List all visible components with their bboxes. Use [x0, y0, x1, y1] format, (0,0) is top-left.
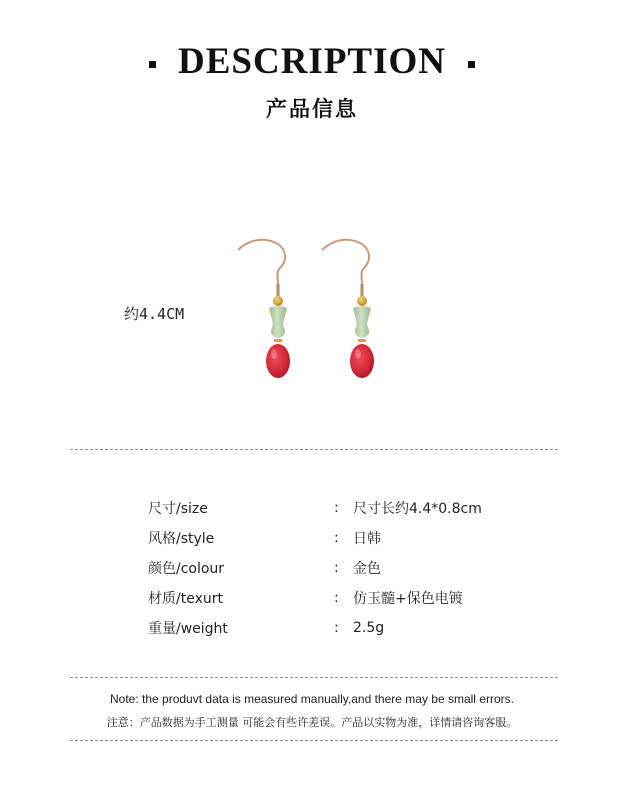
spec-value: 金色 — [353, 561, 381, 577]
spec-value: 仿玉髓+保色电镀 — [353, 591, 463, 607]
title-row — [0, 40, 624, 83]
divider-notes-bottom — [70, 740, 558, 741]
left-bullet-icon — [149, 61, 156, 68]
note-english: Note: the produvt data is measured manually,and there may be small errors. — [110, 692, 514, 706]
note-chinese: 注意：产品数据为手工测量 可能会有些许差误。产品以实物为准，详情请咨询客服。 — [106, 716, 518, 729]
spec-label: 重量/weight — [148, 621, 228, 637]
spec-colon: : — [334, 590, 339, 606]
divider-notes-top — [70, 677, 558, 678]
spec-label: 尺寸/size — [148, 501, 208, 517]
spec-label: 风格/style — [148, 531, 215, 547]
spec-label: 颜色/colour — [148, 561, 225, 577]
spec-table — [148, 493, 568, 643]
spec-value: 尺寸长约4.4*0.8cm — [353, 501, 482, 517]
description-header — [0, 40, 624, 123]
spec-label: 材质/texurt — [148, 591, 223, 607]
right-earring — [322, 240, 374, 378]
right-bullet-icon — [468, 61, 475, 68]
size-label: 约4.4CM — [124, 305, 185, 323]
spec-row-colour — [148, 553, 568, 583]
divider-top — [70, 449, 558, 450]
page-subtitle: 产品信息 — [266, 97, 358, 121]
earrings-product-image — [226, 232, 396, 392]
spec-row-style — [148, 523, 568, 553]
spec-value: 2.5g — [353, 620, 385, 636]
spec-value: 日韩 — [353, 531, 381, 547]
spec-row-size — [148, 493, 568, 523]
spec-colon: : — [334, 560, 339, 576]
spec-row-texture — [148, 583, 568, 613]
spec-colon: : — [334, 530, 339, 546]
spec-colon: : — [334, 620, 339, 636]
page-title: DESCRIPTION — [178, 41, 446, 82]
spec-row-weight — [148, 613, 568, 643]
spec-colon: : — [334, 500, 339, 516]
left-earring — [238, 240, 290, 378]
